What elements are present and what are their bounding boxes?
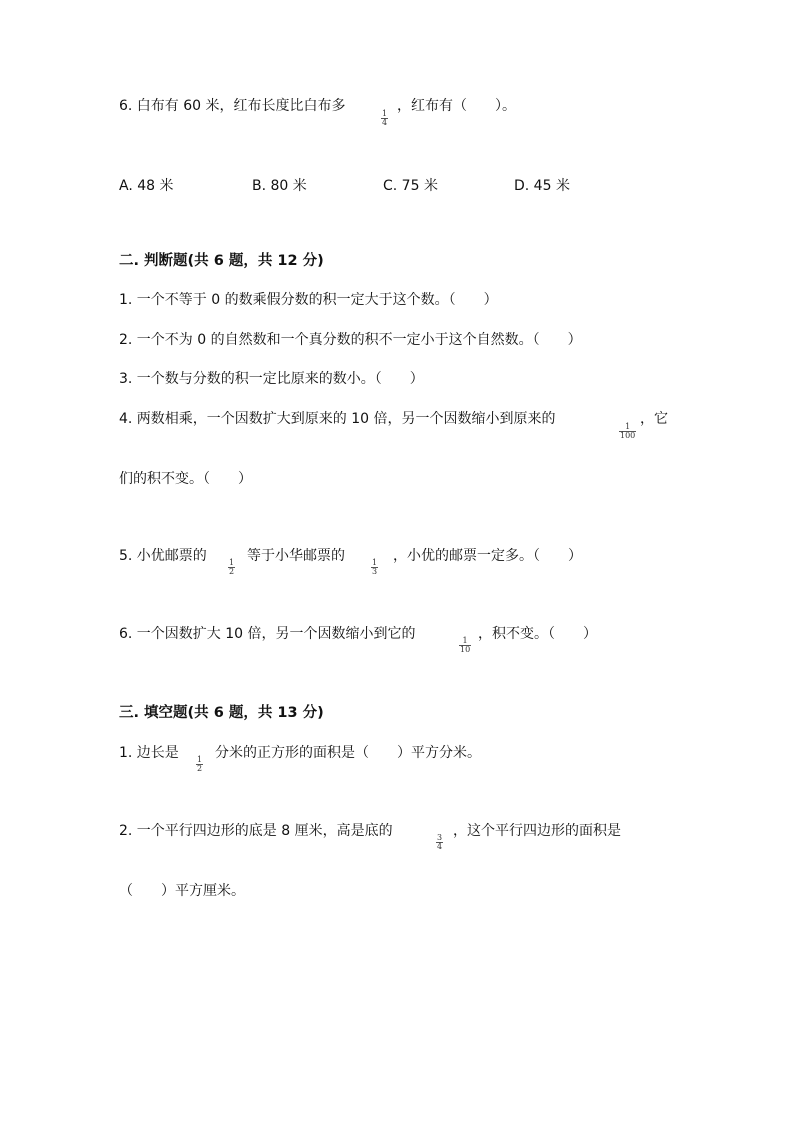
fill-item-2: 2. 一个平行四边形的底是 8 厘米，高是底的 — [119, 823, 393, 839]
judge-item-5: 5. 小优邮票的 — [119, 548, 207, 564]
judge-item-2: 2. 一个不为 0 的自然数和一个真分数的积不一定小于这个自然数。（ ） — [119, 332, 582, 348]
fill-item-2-cont: （ ）平方厘米。 — [119, 883, 245, 899]
option-a: A. 48 米 — [119, 178, 174, 194]
fraction-one-half: 1 2 — [229, 558, 235, 576]
question-text: 6. 白布有 60 米，红布长度比白布多 — [119, 98, 346, 114]
fill-item-1-end: 分米的正方形的面积是（ ）平方分米。 — [215, 745, 481, 761]
judge-item-1: 1. 一个不等于 0 的数乘假分数的积一定大于这个数。（ ） — [119, 292, 498, 308]
section-2-heading: 二. 判断题(共 6 题，共 12 分) — [119, 253, 324, 269]
option-b: B. 80 米 — [252, 178, 307, 194]
judge-item-4-end: ，它 — [640, 411, 668, 427]
option-c: C. 75 米 — [383, 178, 438, 194]
question-6-stem-end: ，红布有（ ）。 — [397, 98, 516, 114]
fraction-one-third: 1 3 — [372, 558, 378, 576]
judge-item-5-end: ，小优的邮票一定多。（ ） — [393, 548, 582, 564]
fill-item-2-mid: ，这个平行四边形的面积是 — [453, 823, 621, 839]
fraction-one-half: 1 2 — [197, 755, 203, 773]
fraction-one-fourth: 1 4 — [382, 109, 388, 127]
fraction-one-hundredth: 1 100 — [620, 422, 636, 440]
judge-item-4-cont: 们的积不变。（ ） — [119, 471, 252, 487]
option-d: D. 45 米 — [514, 178, 570, 194]
judge-item-6: 6. 一个因数扩大 10 倍，另一个因数缩小到它的 — [119, 626, 416, 642]
judge-item-3: 3. 一个数与分数的积一定比原来的数小。（ ） — [119, 371, 424, 387]
question-6-stem — [119, 96, 346, 116]
judge-item-6-end: ，积不变。（ ） — [478, 626, 597, 642]
fill-item-1: 1. 边长是 — [119, 745, 179, 761]
section-3-heading: 三. 填空题(共 6 题，共 13 分) — [119, 705, 324, 721]
judge-item-4: 4. 两数相乘，一个因数扩大到原来的 10 倍，另一个因数缩小到原来的 — [119, 411, 556, 427]
fraction-one-tenth: 1 10 — [460, 636, 471, 654]
fraction-three-fourths: 3 4 — [437, 833, 443, 851]
judge-item-5-mid: 等于小华邮票的 — [247, 548, 345, 564]
